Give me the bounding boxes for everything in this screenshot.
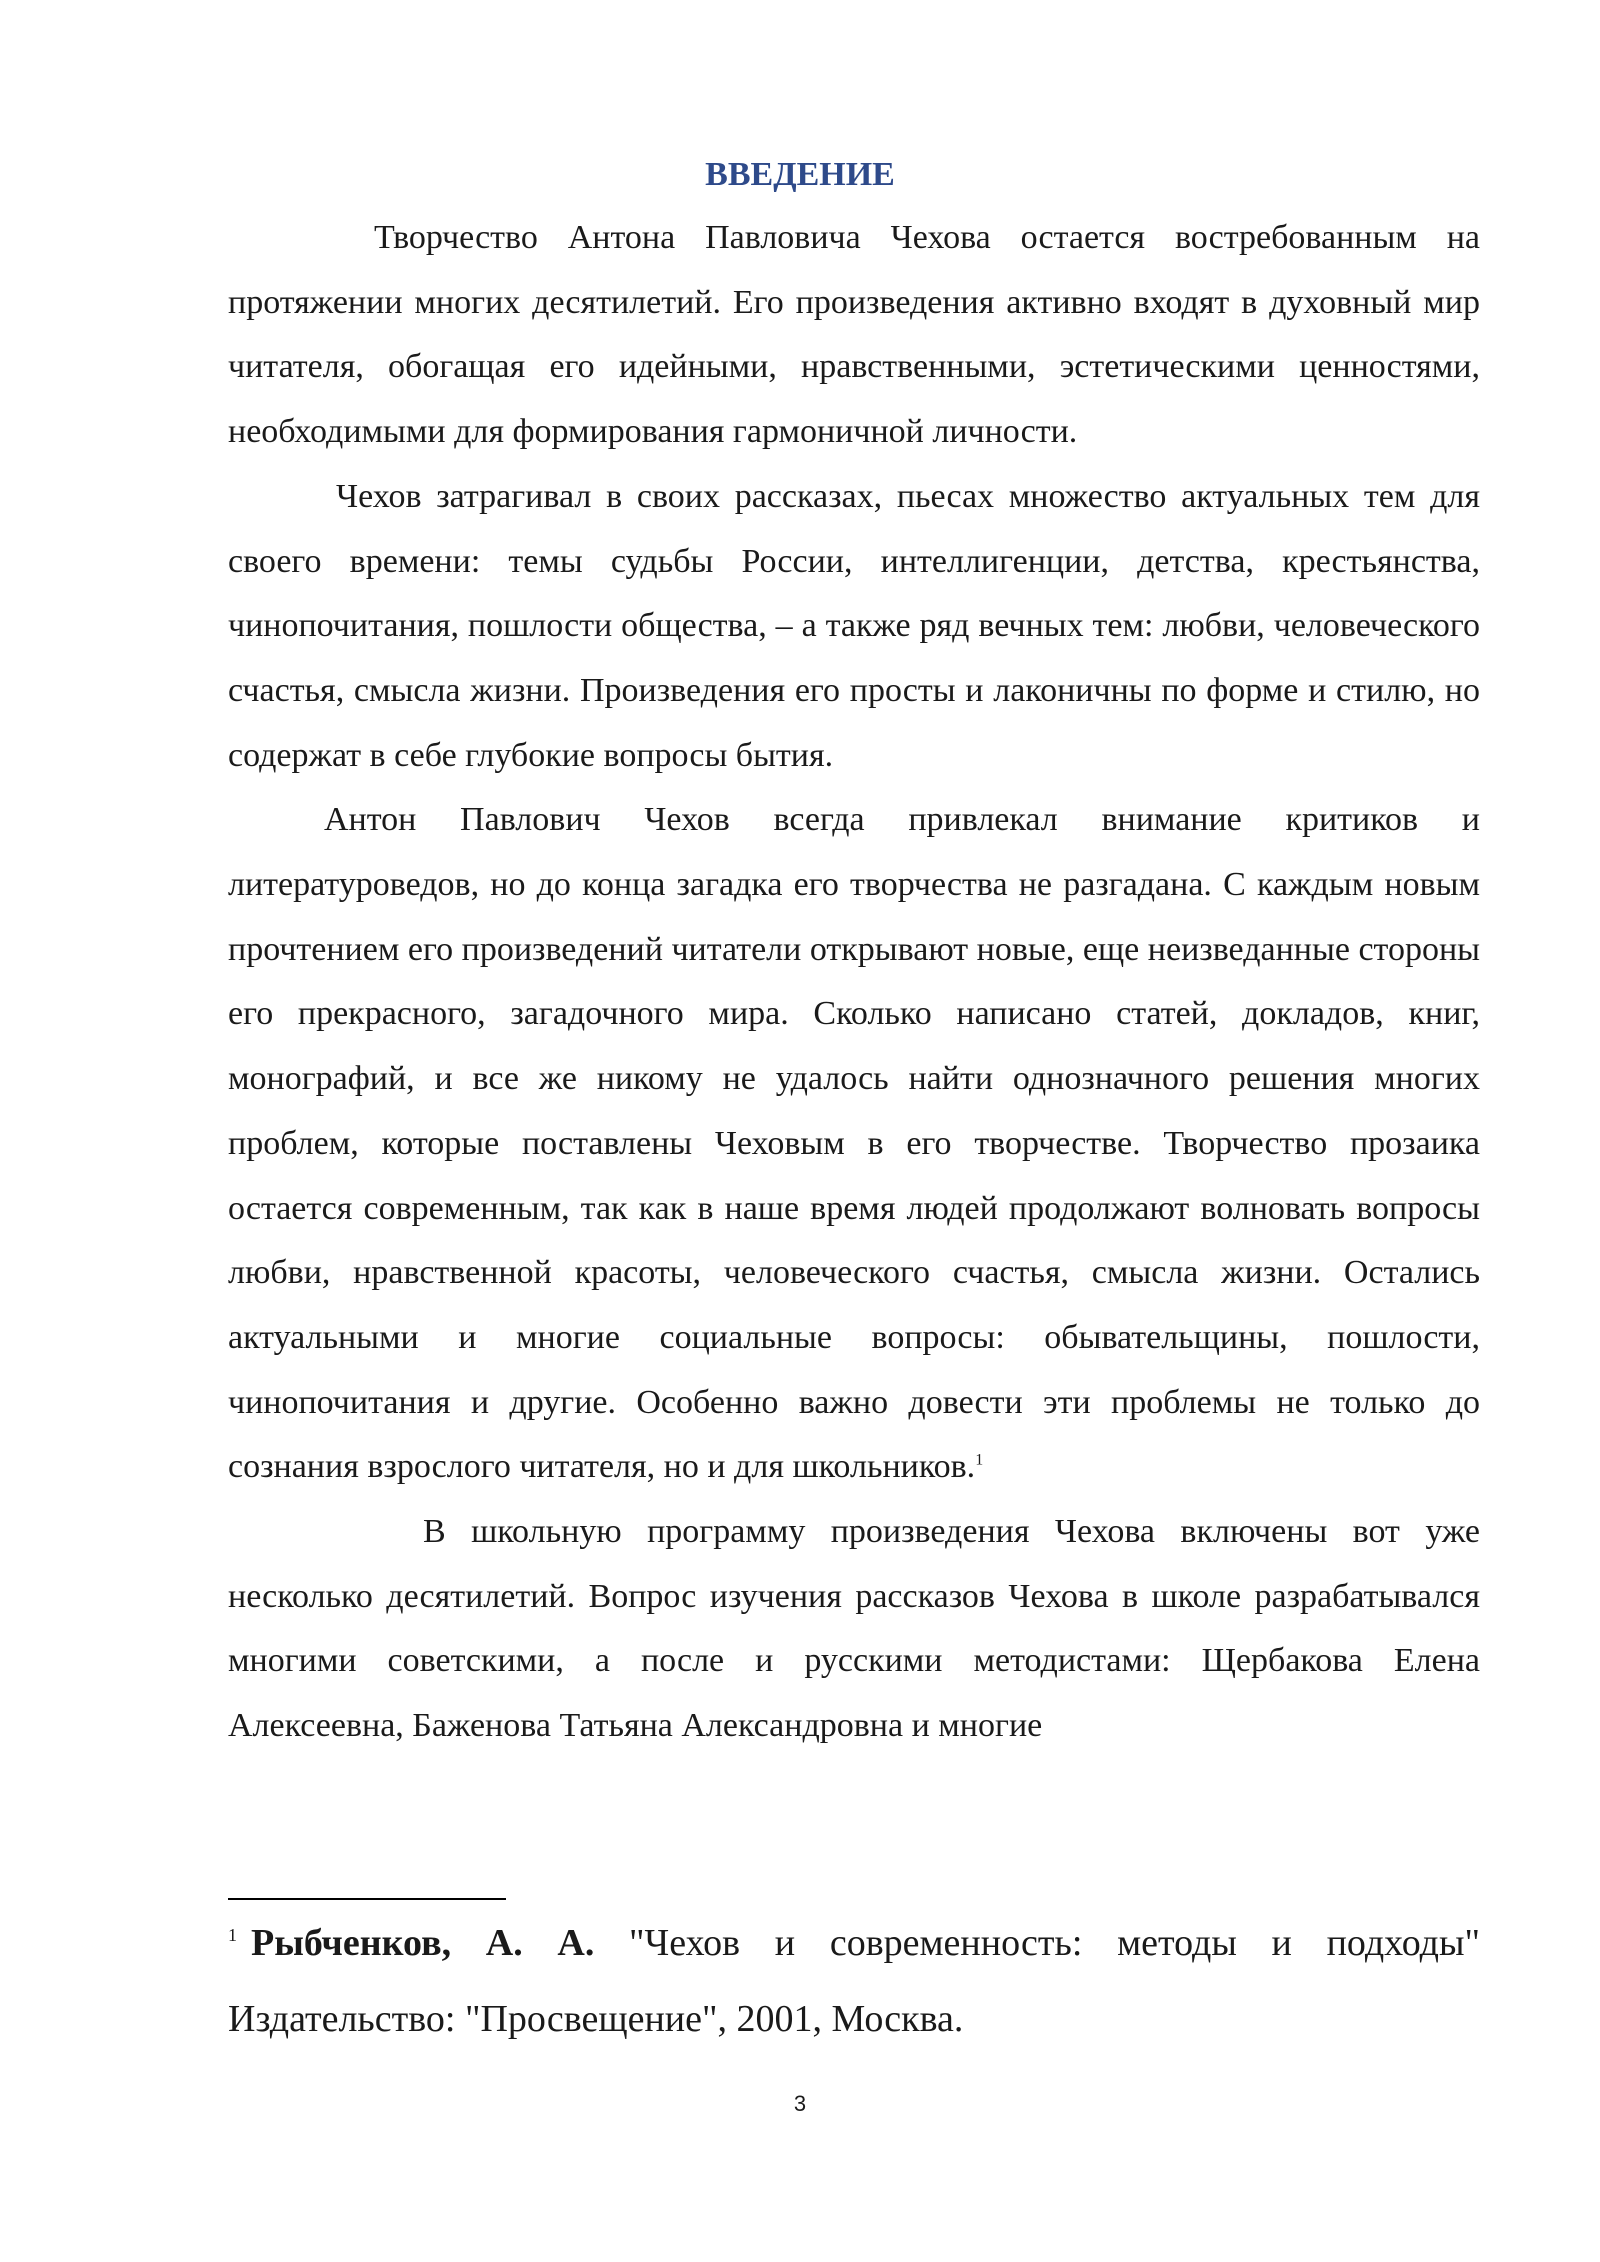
page-number: 3 bbox=[793, 2091, 807, 2116]
paragraph-1: Творчество Антона Павловича Чехова остается востребованным на протяжении многих десятилетий. Его произведения активно входят в духовный мир читателя, обогащая его идейными, нравственными, эстетическими ценностями, необходимыми для формирования гармоничной личности. bbox=[228, 219, 1480, 451]
footnote-text: "Чехов и современность: методы и подходы" Издательство: "Просвещение", 2001, Москва. bbox=[228, 1922, 1480, 2040]
paragraph-3 bbox=[228, 788, 1480, 1500]
footnote-author: Рыбченков, А. А. bbox=[251, 1922, 595, 1964]
document-body bbox=[228, 206, 1480, 1759]
footnote bbox=[228, 1905, 1480, 2057]
paragraph-4: В школьную программу произведения Чехова включены вот уже несколько десятилетий. Вопрос изучения рассказов Чехова в школе разрабатывался многими советскими, а после и русскими методистами: Щербакова Елена Алексеевна, Баженова Татьяна Александровна и многие bbox=[228, 1513, 1480, 1745]
footnote-separator bbox=[228, 1898, 506, 1900]
page-title: ВВЕДЕНИЕ bbox=[705, 156, 895, 193]
footnote-reference[interactable]: 1 bbox=[975, 1452, 984, 1470]
paragraph-2: Чехов затрагивал в своих рассказах, пьесах множество актуальных тем для своего времени: темы судьбы России, интеллигенции, детства, крестьянства, чинопочитания, пошлости общества, – а также ряд вечных тем: любви, человеческого счастья, смысла жизни. Произведения его просты и лаконичны по форме и стилю, но содержат в себе глубокие вопросы бытия. bbox=[228, 477, 1480, 774]
paragraph-3-text: Антон Павлович Чехов всегда привлекал внимание критиков и литературоведов, но до конца загадка его творчества не разгадана. С каждым новым прочтением его произведений читатели открывают новые, еще неизведанные стороны его прекрасного, загадочного мира. Сколько написано статей, докладов, книг, монографий, и все же никому не удалось найти однозначного решения многих проблем, которые поставлены Чеховым в его творчестве. Творчество прозаика остается современным, так как в наше время людей продолжают волновать вопросы любви, нравственной красоты, человеческого счастья, смысла жизни. Остались актуальными и многие социальные вопросы: обывательщины, пошлости, чинопочитания и другие. Особенно важно довести эти проблемы не только до сознания взрослого читателя, но и для школьников. bbox=[228, 801, 1480, 1486]
footnote-number: 1 bbox=[228, 1925, 237, 1946]
